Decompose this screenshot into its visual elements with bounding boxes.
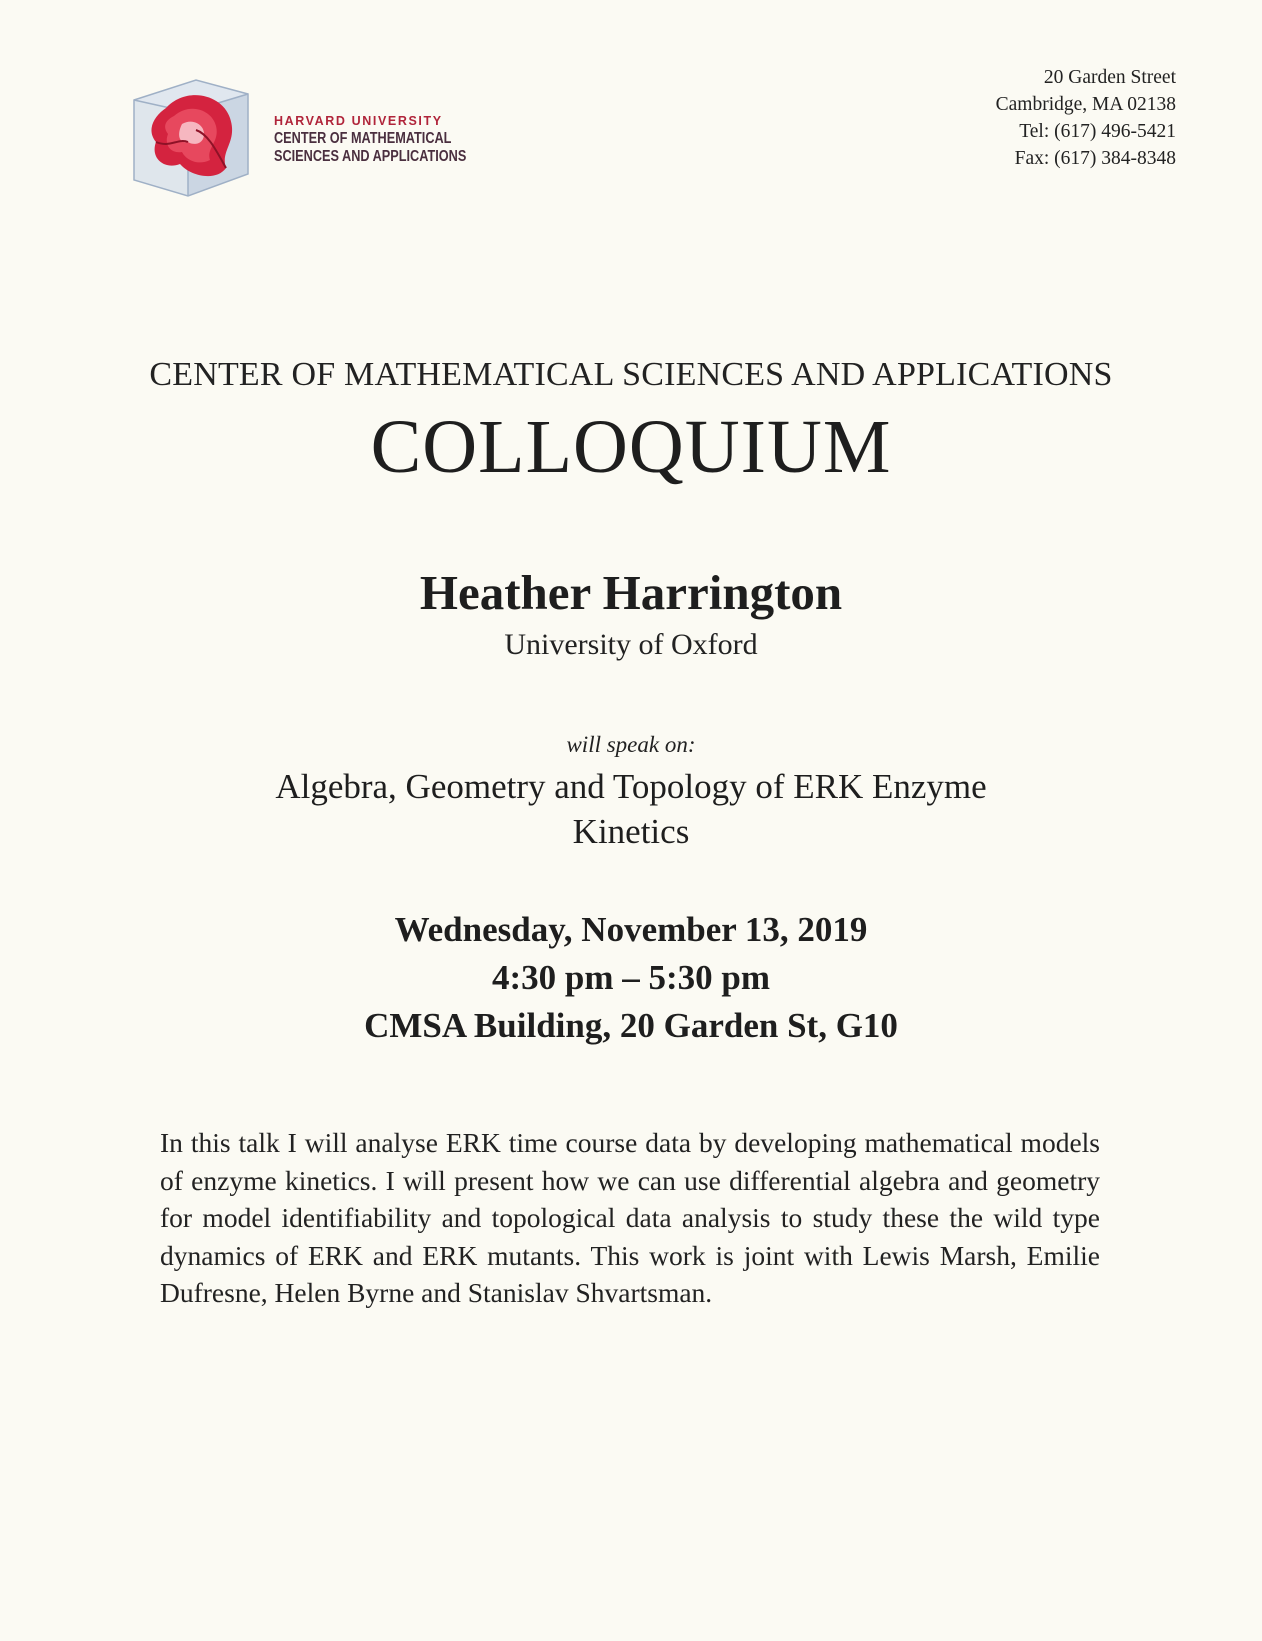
cube-logo-icon <box>126 72 262 208</box>
address-fax: Fax: (617) 384-8348 <box>1014 148 1176 169</box>
logo-university: HARVARD UNIVERSITY <box>274 114 443 128</box>
logo-line-2: SCIENCES AND APPLICATIONS <box>274 148 467 165</box>
center-name-heading: CENTER OF MATHEMATICAL SCIENCES AND APPLICATIONS <box>149 356 1113 393</box>
address-street: 20 Garden Street <box>1043 67 1176 88</box>
event-details <box>0 906 1262 1050</box>
event-date: Wednesday, November 13, 2019 <box>394 910 868 949</box>
event-location: CMSA Building, 20 Garden St, G10 <box>364 1006 898 1045</box>
talk-abstract: In this talk I will analyse ERK time course data by developing mathematical models of enzyme kinetics. I will present how we can use differential algebra and geometry for model identifiability and topological data analysis to study these the wild type dynamics of ERK and ERK mutants. This work is joint with Lewis Marsh, Emilie Dufresne, Helen Byrne and Stanislav Shvartsman. <box>160 1127 1100 1308</box>
talk-title-line-2: Kinetics <box>572 812 690 851</box>
cmsa-logo <box>126 72 466 212</box>
event-time: 4:30 pm – 5:30 pm <box>491 958 771 997</box>
logo-line-1: CENTER OF MATHEMATICAL <box>274 130 452 147</box>
speaker-name: Heather Harrington <box>419 565 843 620</box>
address-city: Cambridge, MA 02138 <box>995 94 1176 115</box>
speaker-affiliation: University of Oxford <box>504 628 758 661</box>
talk-intro: will speak on: <box>566 732 696 757</box>
talk-title-line-1: Algebra, Geometry and Topology of ERK Enzyme <box>275 767 987 806</box>
address-tel: Tel: (617) 496-5421 <box>1019 121 1176 142</box>
talk-title <box>0 764 1262 854</box>
logo-text <box>274 112 509 166</box>
address-block <box>996 64 1176 172</box>
event-type-title: COLLOQUIUM <box>370 405 892 489</box>
